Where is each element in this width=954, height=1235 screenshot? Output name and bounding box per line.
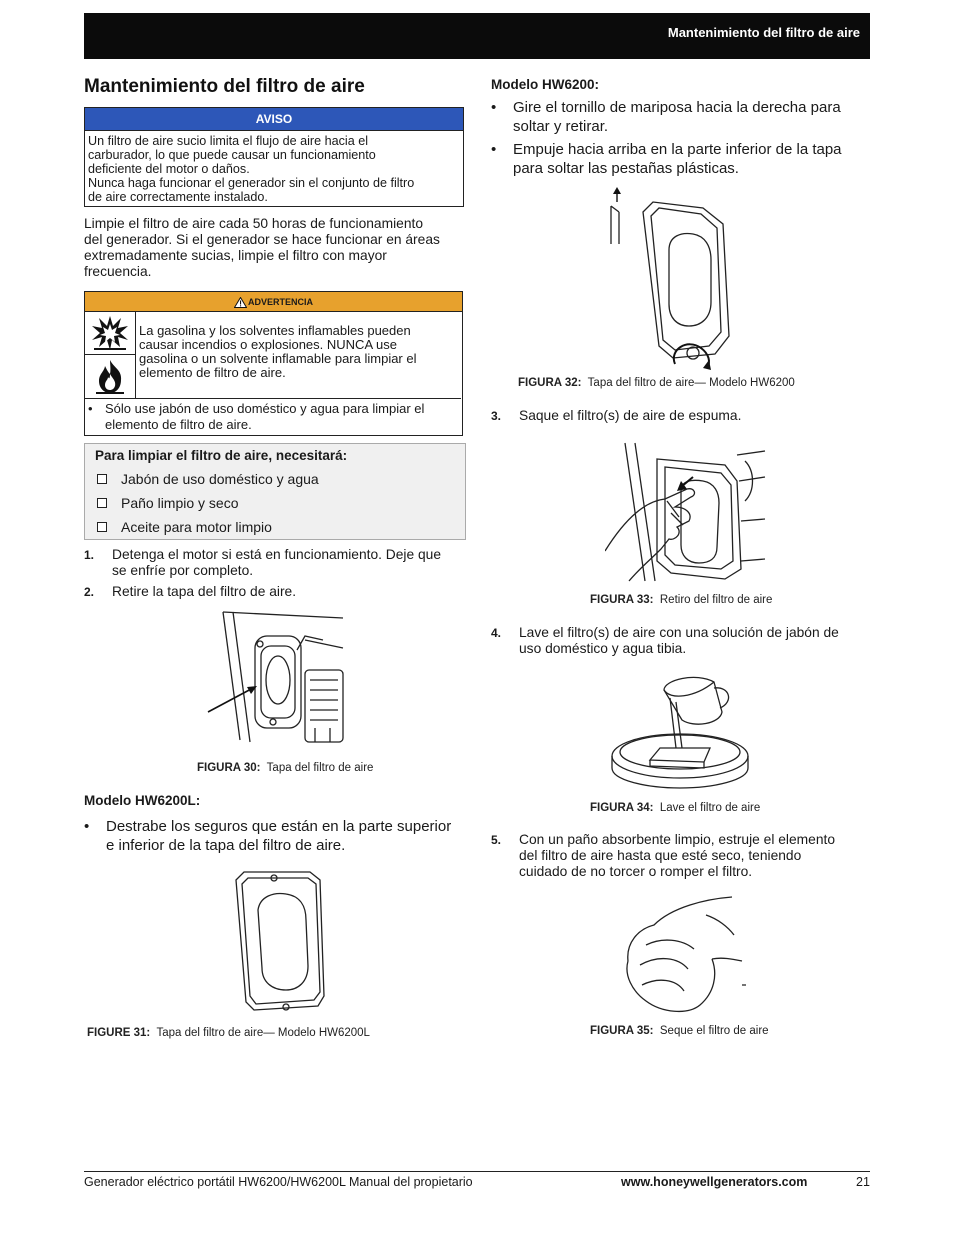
explosion-icon	[85, 312, 135, 355]
header-title: Mantenimiento del filtro de aire	[667, 25, 860, 40]
warning-text: La gasolina y los solventes inflamables pueden causar incendios o explosiones. NUNCA use gasolina o un solvente inflamable para limpiar el elemento de filtro de aire.	[139, 323, 417, 380]
figure-35-illustration	[622, 895, 748, 1017]
warning-icons	[85, 312, 136, 398]
checkbox-icon	[97, 474, 107, 484]
warning-triangle-icon	[234, 297, 247, 308]
figure-32-illustration	[603, 186, 733, 372]
figure-30-caption: FIGURA 30: Tapa del filtro de aire	[197, 762, 374, 774]
section-title: Mantenimiento del filtro de aire	[84, 76, 365, 97]
model-bullet-2: • Empuje hacia arriba en la parte inferior de la tapa para soltar las pestañas plásticas.	[491, 141, 842, 177]
step-4: 4. Lave el filtro(s) de aire con una solución de jabón de uso doméstico y agua tibia.	[491, 625, 839, 656]
figure-30-illustration	[205, 610, 345, 750]
supply-item: Jabón de uso doméstico y agua	[97, 471, 319, 487]
step-2: 2. Retire la tapa del filtro de aire.	[84, 584, 297, 599]
figure-34-caption: FIGURA 34: Lave el filtro de aire	[590, 802, 761, 814]
model-title: Modelo HW6200:	[491, 77, 600, 92]
model-l-title: Modelo HW6200L:	[84, 793, 201, 808]
notice-box	[84, 107, 464, 207]
warning-header	[85, 292, 462, 312]
footer-rule	[84, 1171, 870, 1172]
notice-text: Un filtro de aire sucio limita el flujo de aire hacia el carburador, lo que puede causar un funcionamiento deficiente del motor o daños. Nunca haga funcionar el generador sin el conjunto de filtro de aire correctamente instalado.	[88, 134, 415, 204]
figure-32-caption: FIGURA 32: Tapa del filtro de aire— Modelo HW6200	[518, 377, 795, 389]
figure-31-illustration	[228, 866, 328, 1016]
supply-item: Paño limpio y seco	[97, 495, 239, 511]
footer-url[interactable]: www.honeywellgenerators.com	[621, 1175, 808, 1189]
step-5: 5. Con un paño absorbente limpio, estruje el elemento del filtro de aire hasta que esté seco, teniendo cuidado de no torcer o romper el filtro.	[491, 832, 835, 879]
model-l-bullet: • Destrabe los seguros que están en la parte superior e inferior de la tapa del filtro de aire.	[84, 818, 452, 854]
notice-label: AVISO	[85, 108, 463, 131]
fire-icon	[85, 355, 135, 398]
page-header-bar	[84, 13, 870, 59]
intro-paragraph: Limpie el filtro de aire cada 50 horas de funcionamiento del generador. Si el generador se hace funcionar en áreas extremadamente sucias, limpie el filtro con mayor frecuencia.	[84, 216, 440, 279]
step-1: 1. Detenga el motor si está en funcionamiento. Deje que se enfríe por completo.	[84, 547, 442, 578]
footer-manual-title: Generador eléctrico portátil HW6200/HW6200L Manual del propietario	[84, 1175, 473, 1189]
figure-33-illustration	[605, 441, 767, 583]
warning-box	[84, 291, 463, 436]
supply-item: Aceite para motor limpio	[97, 519, 272, 535]
warning-label: ADVERTENCIA	[247, 297, 313, 307]
supplies-title: Para limpiar el filtro de aire, necesitará:	[95, 448, 348, 463]
model-bullet-1: • Gire el tornillo de mariposa hacia la derecha para soltar y retirar.	[491, 99, 841, 135]
bullet-glyph: •	[84, 818, 90, 835]
figure-31-caption: FIGURE 31: Tapa del filtro de aire— Modelo HW6200L	[87, 1027, 370, 1039]
bullet-glyph: •	[491, 99, 497, 116]
figure-33-caption: FIGURA 33: Retiro del filtro de aire	[590, 594, 773, 606]
supplies-box	[84, 443, 466, 540]
bullet-glyph: •	[88, 401, 93, 416]
checkbox-icon	[97, 498, 107, 508]
figure-34-illustration	[610, 668, 752, 790]
bullet-glyph: •	[491, 141, 497, 158]
warning-bullet: • Sólo use jabón de uso doméstico y agua para limpiar el elemento de filtro de aire.	[85, 398, 461, 433]
page-number: 21	[856, 1175, 870, 1189]
figure-35-caption: FIGURA 35: Seque el filtro de aire	[590, 1025, 769, 1037]
checkbox-icon	[97, 522, 107, 532]
step-3: 3. Saque el filtro(s) de aire de espuma.	[491, 408, 742, 423]
